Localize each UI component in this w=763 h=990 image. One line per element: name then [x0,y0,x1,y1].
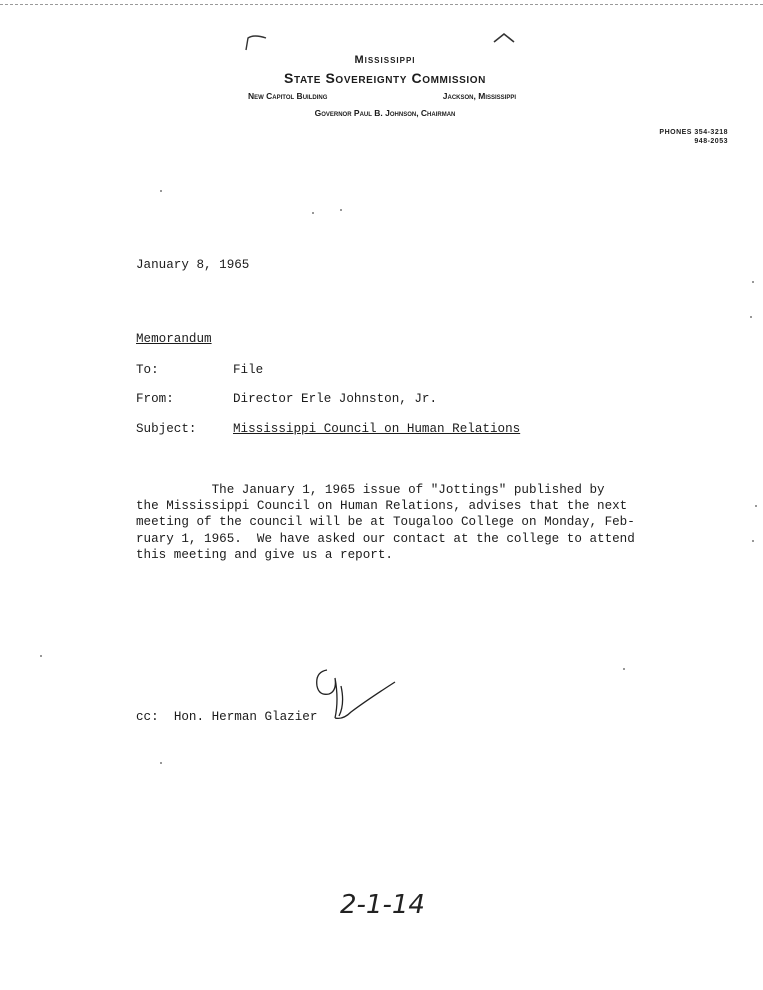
letterhead-address-city: Jackson, Mississippi [442,91,516,101]
letterhead-chairman: Governor Paul B. Johnson, Chairman [314,108,456,118]
phone-line-2: 948-2053 [694,138,728,145]
scan-speck [160,190,162,192]
letterhead-title: State Sovereignty Commission [284,70,486,86]
memo-heading: Memorandum [136,332,212,346]
scan-speck [755,505,757,507]
scan-speck [340,209,342,211]
body-line: ruary 1, 1965. We have asked our contact at the college to attend [136,531,635,546]
scan-speck [750,316,752,318]
cc-label: cc: [136,710,159,724]
scan-speck [752,281,754,283]
from-label: From: [136,392,174,406]
letterhead-address-building: New Capitol Building [248,91,328,101]
to-value: File [233,363,264,377]
scan-speck [752,540,754,542]
scan-speck [160,762,162,764]
body-line: this meeting and give us a report. [136,547,393,562]
to-label: To: [136,363,159,377]
scan-speck [312,212,314,214]
body-line: meeting of the council will be at Tougaloo College on Monday, Feb- [136,515,635,530]
corner-mark-right [492,30,516,46]
subject-label: Subject: [136,422,197,436]
from-value: Director Erle Johnston, Jr. [233,392,438,406]
body-line: the Mississippi Council on Human Relations, advises that the next [136,499,628,514]
memo-body [136,482,636,563]
subject-value: Mississippi Council on Human Relations [233,422,521,436]
body-line: The January 1, 1965 issue of "Jottings" published by [136,483,605,497]
corner-mark-left [240,30,272,52]
phone-line-1: PHONES 354-3218 [659,129,728,136]
memo-cc [136,710,317,724]
letterhead-address [248,91,516,101]
top-border-rule [0,4,763,5]
memo-date: January 8, 1965 [136,258,250,272]
cc-value: Hon. Herman Glazier [173,710,318,724]
letterhead-organization: Mississippi [354,54,416,66]
scan-speck [623,668,625,670]
letterhead-phones [560,128,728,146]
handwritten-signature [305,660,405,730]
scan-speck [40,655,42,657]
handwritten-file-number: 2-1-14 [340,890,425,920]
